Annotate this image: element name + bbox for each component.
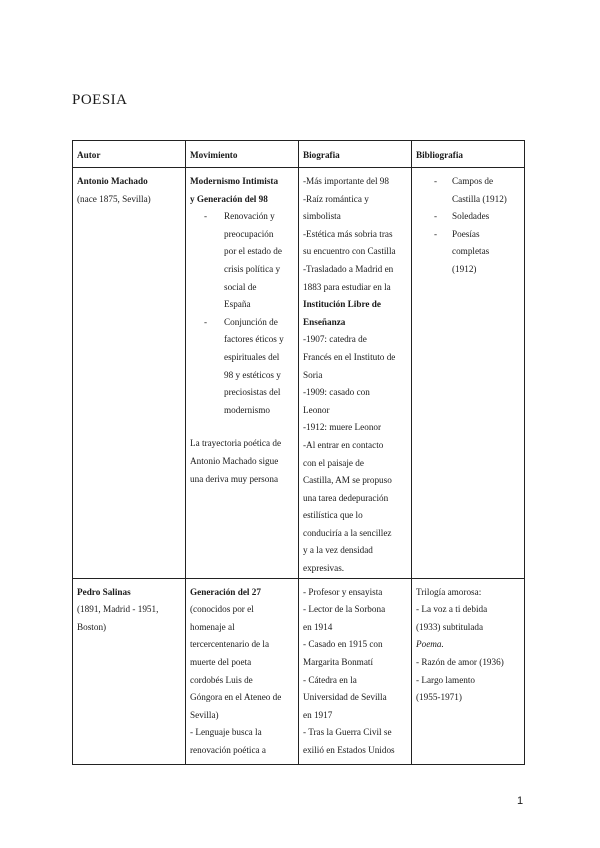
bio-line: con el paisaje de [303,457,364,468]
header-bibliografia: Bibliografia [412,141,525,168]
bio-line: -Raíz romántica y [303,193,369,204]
list-item-line: - Poesías [452,228,480,239]
movement-line: - Lenguaje busca la [190,727,262,738]
list-item-line: - Soledades [452,211,490,222]
cell-biografia [299,578,412,764]
bio-line: -1907: catedra de [303,334,367,345]
list-item-line: modernismo [224,404,270,415]
bio-line: -Trasladado a Madrid en [303,263,394,274]
biblio-line: (1955-1971) [416,692,462,703]
biblio-line: - La voz a ti debida [416,604,488,615]
author-name: Pedro Salinas [77,586,131,597]
cell-autor [73,168,186,579]
list-item-line: - Conjunción de [224,316,278,327]
list-item-line: (1912) [452,263,477,274]
page-number: 1 [517,795,524,807]
bio-line: Castilla, AM se propuso [303,475,392,486]
list-item-line: 98 y estéticos y [224,369,281,380]
list-item [204,314,294,420]
poesia-table [72,140,525,765]
bio-line: Universidad de Sevilla [303,692,387,703]
movement-line: (conocidos por el [190,604,254,615]
biblio-line: - Razón de amor (1936) [416,657,504,668]
bio-line: -Estética más sobria tras [303,228,393,239]
movement-line: renovación poética a [190,745,267,755]
bio-line: - Profesor y ensayista [303,586,383,597]
bio-line: -1912: muere Leonor [303,422,382,433]
bio-line: Leonor [303,404,330,415]
bio-line: - Tras la Guerra Civil se [303,727,392,738]
movement-title: y Generación del 98 [190,193,268,204]
bio-line: - Lector de la Sorbona [303,604,386,615]
bio-line: - Casado en 1915 con [303,639,383,650]
movement-note: una deriva muy persona [190,473,279,484]
bio-line: exilió en Estados Unidos [303,745,395,755]
list-item [434,173,520,208]
bio-line: - Cátedra en la [303,674,357,685]
bio-line: su encuentro con Castilla [303,246,396,257]
bio-line: simbolista [303,211,341,222]
bio-line: conduciría a la sencillez [303,527,392,538]
bibliography-list [416,173,520,279]
author-name: Antonio Machado [77,176,148,186]
movement-line: Sevilla) [190,709,219,720]
biblio-line: (1933) subtitulada [416,621,484,632]
list-item-line: espirituales del [224,351,280,362]
spacer [190,419,294,435]
bio-line: y a la vez densidad [303,545,373,556]
cell-movimiento [186,168,299,579]
bio-line: Francés en el Instituto de [303,351,396,362]
movement-title: Generación del 27 [190,586,261,597]
bio-line: -1909: casado con [303,387,370,398]
bio-line: en 1914 [303,621,333,632]
bio-line: Margarita Bonmatí [303,657,373,668]
bio-line: Soria [303,369,323,380]
list-item-line: preciosistas del [224,387,281,398]
bio-line: -Más importante del 98 [303,176,389,186]
list-item [434,226,520,279]
list-item [204,208,294,314]
list-item-line: completas [452,246,490,257]
biblio-line: Poema. [416,639,444,650]
bio-line: Enseñanza [303,316,346,327]
list-item-line: preocupación [224,228,274,239]
movement-line: homenaje al [190,621,235,632]
movement-line: tercercentenario de la [190,639,270,650]
table-row [73,168,525,579]
bio-line: en 1917 [303,709,333,720]
list-item-line: social de [224,281,257,292]
list-item-line: - Campos de [452,176,494,186]
header-row [73,141,525,168]
cell-movimiento [186,578,299,764]
bio-line: expresivas. [303,563,345,574]
bio-line: estilística que lo [303,510,363,521]
cell-bibliografia [412,168,525,579]
header-biografia: Biografia [299,141,412,168]
cell-autor [73,578,186,764]
table-row [73,578,525,764]
header-autor: Autor [73,141,186,168]
list-item-line: España [224,299,251,310]
movement-list [190,208,294,419]
biblio-line: - Largo lamento [416,674,476,685]
author-details: (1891, Madrid - 1951, [77,604,159,615]
header-movimiento: Movimiento [186,141,299,168]
biblio-line: Trilogía amorosa: [416,586,482,597]
movement-note: Antonio Machado sigue [190,455,279,466]
bio-line: una tarea dedepuración [303,492,389,503]
movement-note: La trayectoria poética de [190,438,282,449]
movement-line: cordobés Luis de [190,674,253,685]
author-details: Boston) [77,621,107,632]
list-item-line: por el estado de [224,246,282,257]
list-item-line: crisis política y [224,263,281,274]
movement-line: Góngora en el Ateneo de [190,692,282,703]
page-title: POESIA [72,92,128,108]
bio-line: 1883 para estudiar en la [303,281,391,292]
movement-title: Modernismo Intimista [190,176,279,186]
cell-bibliografia [412,578,525,764]
bio-line: -Al entrar en contacto [303,439,384,450]
list-item-line: factores éticos y [224,334,284,345]
bio-line: Institución Libre de [303,299,381,310]
cell-biografia [299,168,412,579]
movement-line: muerte del poeta [190,657,252,668]
list-item-line: - Renovación y [224,211,275,222]
list-item-line: Castilla (1912) [452,193,507,204]
author-details: (nace 1875, Sevilla) [77,193,151,204]
list-item [434,208,520,226]
